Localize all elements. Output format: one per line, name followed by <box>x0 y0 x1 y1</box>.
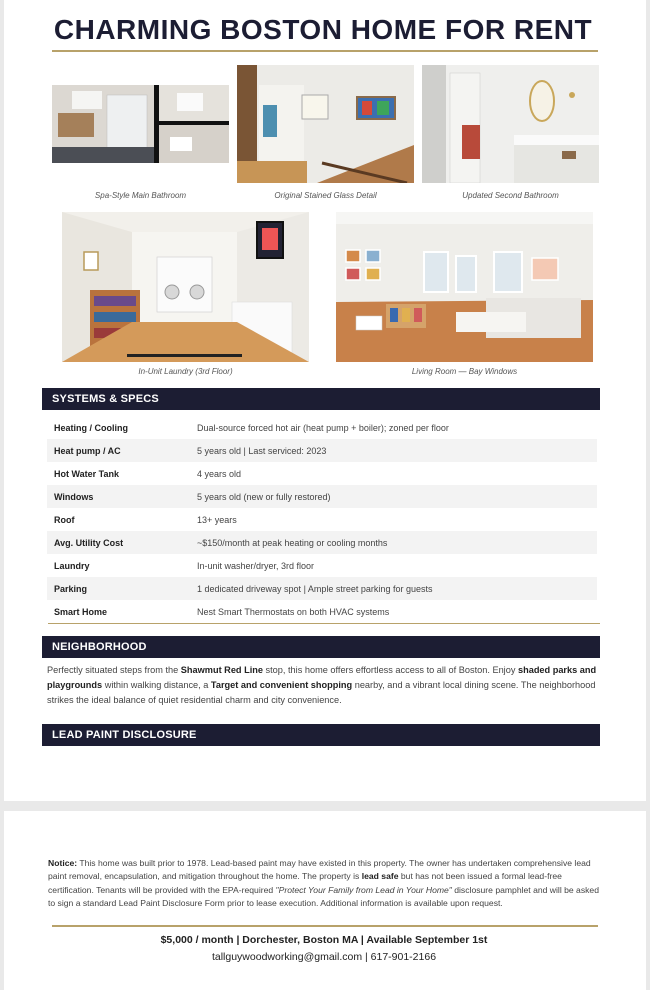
spec-value: Dual-source forced hot air (heat pump + boiler); zoned per floor <box>197 422 449 433</box>
specs-table <box>47 416 597 623</box>
rental-summary: $5,000 / month | Dorchester, Boston MA | Available September 1st <box>160 934 488 946</box>
spec-row <box>47 577 597 600</box>
spec-value: 1 dedicated driveway spot | Ample street parking for guests <box>197 577 597 600</box>
neighborhood-text-part: nearby, and a vibrant local dining scene. The neighborhood strikes the ideal balance of quiet residential charm and city convenience. <box>47 680 596 705</box>
notice-text-part: This home was built prior to 1978. Lead-based paint may have existed in this property. The owner has undertaken comprehensive lead paint removal, encapsulation, and mitigation throughout the home. The property is <box>48 858 591 882</box>
neighborhood-highlight-shopping: Target and convenient shopping <box>210 680 353 690</box>
notice-text-part: but has not been issued a formal lead-free certification. Tenants will be provided with the EPA-required <box>48 871 562 895</box>
neighborhood-text-part: Perfectly situated steps from the <box>47 665 181 675</box>
caption-living-room: Living Room — Bay Windows <box>411 367 518 376</box>
spec-label: Windows <box>47 485 197 508</box>
notice-text-part: disclosure pamphlet and will be asked to sign a standard Lead Paint Disclosure Form prior to lease execution. Additional information is available upon request. <box>48 884 599 908</box>
title-divider <box>52 50 598 52</box>
photo-main-bathroom <box>52 85 229 163</box>
spec-value: In-unit washer/dryer, 3rd floor <box>197 560 315 571</box>
caption-second-bathroom: Updated Second Bathroom <box>462 191 559 200</box>
caption-laundry: In-Unit Laundry (3rd Floor) <box>138 367 233 376</box>
spec-value: ~$150/month at peak heating or cooling months <box>197 531 597 554</box>
spec-row <box>47 531 597 554</box>
caption-main-bathroom: Spa-Style Main Bathroom <box>94 191 187 200</box>
spec-label: Laundry <box>54 560 90 571</box>
spec-row <box>47 554 597 577</box>
photo-laundry <box>62 212 309 362</box>
neighborhood-highlight-parks: shaded parks and playgrounds <box>47 665 597 690</box>
contact-info[interactable]: tallguywoodworking@gmail.com | 617-901-2166 <box>211 951 437 963</box>
spec-row <box>47 485 597 508</box>
neighborhood-text-part: within walking distance, a <box>102 680 211 690</box>
neighborhood-heading: NEIGHBORHOOD <box>42 636 600 658</box>
lead-paint-heading: LEAD PAINT DISCLOSURE <box>42 724 600 746</box>
spec-row <box>47 462 597 485</box>
spec-value: 4 years old <box>197 468 242 479</box>
spec-label: Parking <box>47 577 197 600</box>
photo-stained-glass <box>237 65 414 183</box>
notice-highlight-lead-safe: lead safe <box>361 871 399 882</box>
photo-living-room <box>336 212 593 362</box>
spec-value: 13+ years <box>197 514 237 525</box>
notice-label: Notice: <box>48 858 78 868</box>
lead-paint-notice <box>48 857 600 910</box>
spec-label: Heat pump / AC <box>47 439 197 462</box>
spec-value: Nest Smart Thermostats on both HVAC systems <box>197 606 390 617</box>
footer-divider <box>52 925 598 927</box>
spec-label: Avg. Utility Cost <box>47 531 197 554</box>
spec-row <box>47 508 597 531</box>
spec-label: Smart Home <box>54 606 108 617</box>
systems-specs-heading: SYSTEMS & SPECS <box>42 388 600 410</box>
photo-second-bathroom <box>422 65 599 183</box>
caption-stained-glass: Original Stained Glass Detail <box>274 191 377 200</box>
specs-divider <box>48 623 600 624</box>
spec-row <box>47 416 597 439</box>
spec-row <box>47 600 597 623</box>
spec-value: 5 years old | Last serviced: 2023 <box>197 439 597 462</box>
notice-pamphlet-title: "Protect Your Family from Lead in Your Home" <box>275 884 452 895</box>
neighborhood-text-part: stop, this home offers effortless access to all of Boston. Enjoy <box>262 665 518 675</box>
spec-label: Heating / Cooling <box>54 422 128 433</box>
spec-row <box>47 439 597 462</box>
spec-value: 5 years old (new or fully restored) <box>197 485 597 508</box>
neighborhood-highlight-red-line: Shawmut Red Line <box>180 665 263 675</box>
spec-label: Roof <box>54 514 75 525</box>
spec-label: Hot Water Tank <box>54 468 120 479</box>
neighborhood-text <box>47 663 599 708</box>
page-title: CHARMING BOSTON HOME FOR RENT <box>53 14 593 45</box>
